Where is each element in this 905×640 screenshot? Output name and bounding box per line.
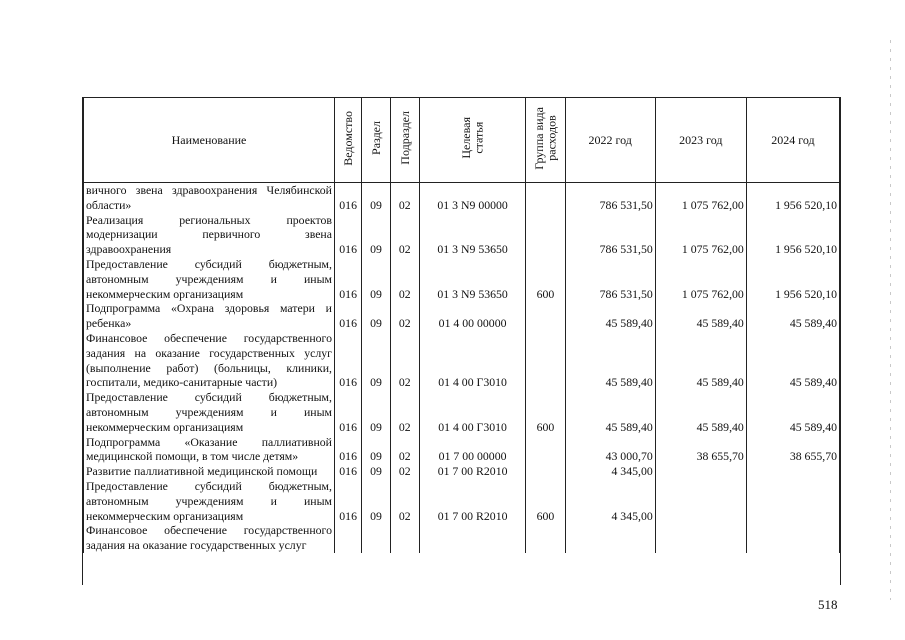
header-department-text: Ведомство [340, 110, 355, 166]
budget-table-frame [82, 97, 841, 585]
cell-subsection: 02 [390, 390, 419, 434]
cell-year-2023: 45 589,40 [655, 301, 746, 331]
cell-year-2023: 45 589,40 [655, 331, 746, 390]
header-expense-group-text: Группа вида расходов [531, 106, 559, 170]
cell-section: 09 [362, 479, 390, 523]
cell-section: 09 [362, 301, 390, 331]
cell-year-2024: 45 589,40 [746, 390, 839, 434]
cell-year-2024: 45 589,40 [746, 301, 839, 331]
header-name: Наименование [84, 98, 335, 183]
page-number: 518 [818, 597, 838, 612]
table-row [84, 213, 840, 257]
table-row [84, 479, 840, 523]
cell-year-2024: 38 655,70 [746, 435, 839, 465]
cell-expense-group [526, 523, 565, 553]
cell-year-2023: 38 655,70 [655, 435, 746, 465]
table-body [84, 183, 840, 553]
cell-year-2023: 45 589,40 [655, 390, 746, 434]
cell-year-2023 [655, 464, 746, 479]
cell-subsection [390, 523, 419, 553]
cell-expense-group [526, 301, 565, 331]
cell-name: Подпрограмма «Охрана здоровья матери и ребенка» [84, 301, 335, 331]
table-row [84, 390, 840, 434]
cell-section: 09 [362, 183, 390, 213]
cell-year-2022: 4 345,00 [565, 464, 655, 479]
header-target-item [419, 98, 525, 183]
cell-name: Реализация региональных проектов модернизации первичного звена здравоохранения [84, 213, 335, 257]
table-row [84, 523, 840, 553]
cell-section [362, 523, 390, 553]
cell-department: 016 [334, 213, 361, 257]
cell-year-2022: 786 531,50 [565, 183, 655, 213]
cell-target-item: 01 3 N9 00000 [419, 183, 525, 213]
cell-name: вичного звена здравоохранения Челябинской области» [84, 183, 335, 213]
cell-subsection: 02 [390, 213, 419, 257]
cell-year-2023: 1 075 762,00 [655, 257, 746, 301]
cell-subsection: 02 [390, 464, 419, 479]
cell-expense-group [526, 331, 565, 390]
cell-subsection: 02 [390, 301, 419, 331]
cell-year-2023 [655, 523, 746, 553]
cell-target-item: 01 4 00 Г3010 [419, 390, 525, 434]
header-year-2024: 2024 год [746, 98, 839, 183]
cell-subsection: 02 [390, 257, 419, 301]
header-expense-group [526, 98, 565, 183]
cell-section: 09 [362, 390, 390, 434]
table-row [84, 301, 840, 331]
cell-expense-group: 600 [526, 479, 565, 523]
cell-section: 09 [362, 213, 390, 257]
cell-target-item: 01 3 N9 53650 [419, 257, 525, 301]
cell-subsection: 02 [390, 183, 419, 213]
header-subsection [390, 98, 419, 183]
cell-expense-group [526, 435, 565, 465]
cell-name: Финансовое обеспечение государственного задания на оказание государственных услуг (выполнение работ) (больницы, клиники, госпитали, медико-санитарные части) [84, 331, 335, 390]
table-row [84, 257, 840, 301]
cell-department: 016 [334, 257, 361, 301]
cell-expense-group [526, 183, 565, 213]
cell-section: 09 [362, 331, 390, 390]
cell-year-2023: 1 075 762,00 [655, 213, 746, 257]
cell-subsection: 02 [390, 435, 419, 465]
cell-subsection: 02 [390, 331, 419, 390]
cell-department: 016 [334, 464, 361, 479]
cell-year-2022: 43 000,70 [565, 435, 655, 465]
cell-name: Развитие паллиативной медицинской помощи [84, 464, 335, 479]
cell-expense-group: 600 [526, 257, 565, 301]
cell-year-2024: 45 589,40 [746, 331, 839, 390]
cell-target-item: 01 7 00 00000 [419, 435, 525, 465]
header-subsection-text: Подраздел [397, 111, 412, 165]
cell-department: 016 [334, 479, 361, 523]
header-year-2023: 2023 год [655, 98, 746, 183]
cell-target-item: 01 7 00 R2010 [419, 464, 525, 479]
table-row [84, 435, 840, 465]
cell-year-2024 [746, 523, 839, 553]
header-target-item-text: Целевая статья [459, 117, 486, 159]
cell-subsection: 02 [390, 479, 419, 523]
header-section [362, 98, 390, 183]
cell-department [334, 523, 361, 553]
cell-department: 016 [334, 331, 361, 390]
header-department [334, 98, 361, 183]
table-row [84, 464, 840, 479]
cell-year-2024: 1 956 520,10 [746, 213, 839, 257]
cell-expense-group: 600 [526, 390, 565, 434]
cell-year-2024 [746, 479, 839, 523]
cell-department: 016 [334, 183, 361, 213]
header-row [84, 98, 840, 183]
cell-year-2023: 1 075 762,00 [655, 183, 746, 213]
cell-department: 016 [334, 301, 361, 331]
cell-department: 016 [334, 435, 361, 465]
cell-year-2022: 786 531,50 [565, 213, 655, 257]
cell-target-item: 01 4 00 00000 [419, 301, 525, 331]
cell-year-2022: 45 589,40 [565, 390, 655, 434]
cell-target-item [419, 523, 525, 553]
header-year-2022: 2022 год [565, 98, 655, 183]
cell-year-2022: 786 531,50 [565, 257, 655, 301]
cell-department: 016 [334, 390, 361, 434]
cell-year-2022: 4 345,00 [565, 479, 655, 523]
table-row [84, 183, 840, 213]
cell-name: Подпрограмма «Оказание паллиативной медицинской помощи, в том числе детям» [84, 435, 335, 465]
cell-section: 09 [362, 435, 390, 465]
cell-target-item: 01 7 00 R2010 [419, 479, 525, 523]
cell-year-2024: 1 956 520,10 [746, 257, 839, 301]
table-row [84, 331, 840, 390]
cell-year-2024: 1 956 520,10 [746, 183, 839, 213]
cell-section: 09 [362, 464, 390, 479]
cell-target-item: 01 4 00 Г3010 [419, 331, 525, 390]
cell-year-2022: 45 589,40 [565, 301, 655, 331]
cell-expense-group [526, 213, 565, 257]
cell-target-item: 01 3 N9 53650 [419, 213, 525, 257]
cell-year-2023 [655, 479, 746, 523]
cell-expense-group [526, 464, 565, 479]
budget-table [83, 97, 840, 553]
cell-section: 09 [362, 257, 390, 301]
cell-name: Предоставление субсидий бюджетным, автономным учреждениям и иным некоммерческим организациям [84, 479, 335, 523]
cell-year-2024 [746, 464, 839, 479]
cell-name: Предоставление субсидий бюджетным, автономным учреждениям и иным некоммерческим организациям [84, 257, 335, 301]
cell-year-2022: 45 589,40 [565, 331, 655, 390]
scan-edge-mark [890, 40, 891, 600]
cell-name: Предоставление субсидий бюджетным, автономным учреждениям и иным некоммерческим организациям [84, 390, 335, 434]
cell-year-2022 [565, 523, 655, 553]
header-section-text: Раздел [368, 121, 383, 155]
cell-name: Финансовое обеспечение государственного задания на оказание государственных услуг [84, 523, 335, 553]
